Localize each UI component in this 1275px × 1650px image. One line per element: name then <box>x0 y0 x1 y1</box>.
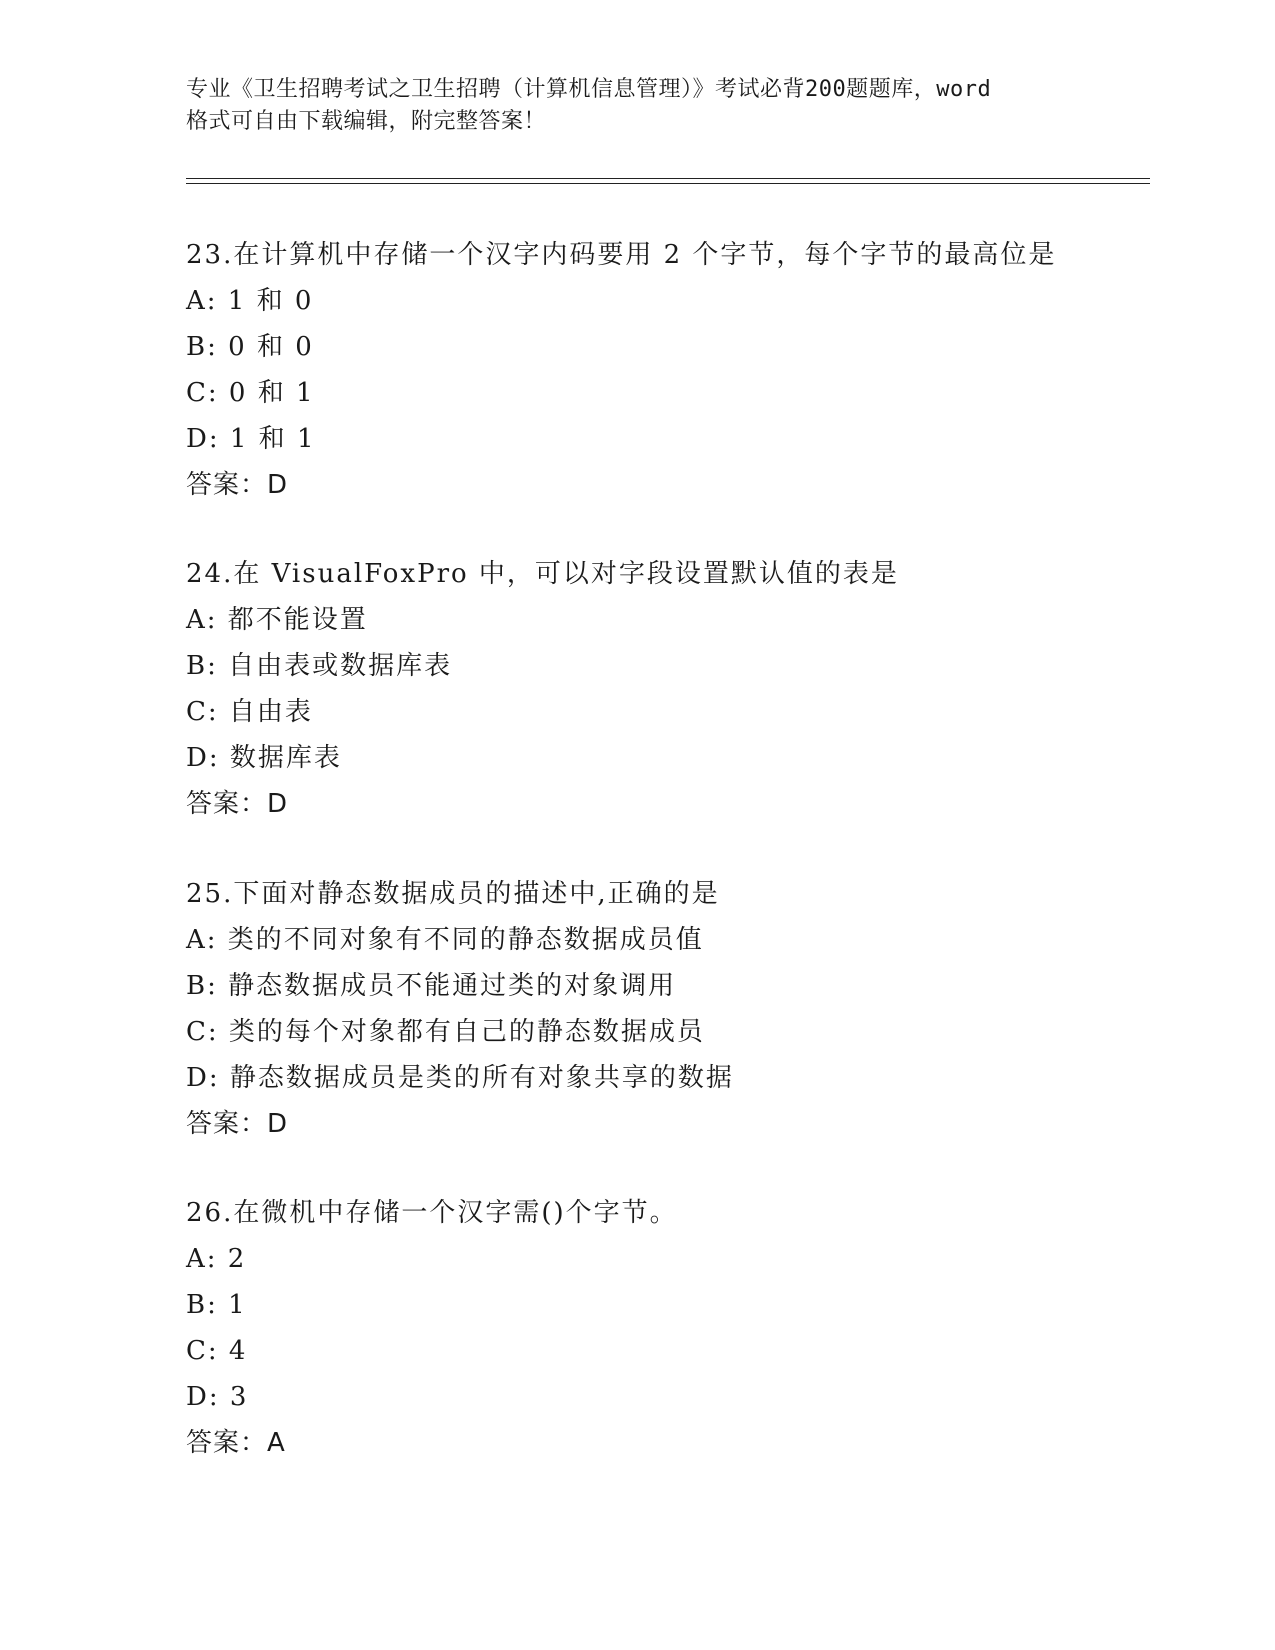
option-d: D: 1 和 1 <box>186 424 316 454</box>
answer-line: 答案：D <box>186 470 289 500</box>
option-c: C: 4 <box>186 1336 248 1366</box>
option-c: C: 0 和 1 <box>186 378 315 408</box>
header-divider-bottom <box>186 183 1150 184</box>
answer-line: 答案：A <box>186 1428 286 1458</box>
option-c: C: 自由表 <box>186 697 313 727</box>
option-d: D: 数据库表 <box>186 743 342 773</box>
answer-line: 答案：D <box>186 789 289 819</box>
header-line-2: 格式可自由下载编辑，附完整答案！ <box>186 109 547 134</box>
header-divider-top <box>186 178 1150 179</box>
option-a: A: 1 和 0 <box>186 286 314 316</box>
question-26 <box>186 1190 1146 1466</box>
option-b: B: 1 <box>186 1290 247 1320</box>
question-stem: 25.下面对静态数据成员的描述中,正确的是 <box>186 879 720 909</box>
question-25 <box>186 871 1146 1147</box>
answer-line: 答案：D <box>186 1109 289 1139</box>
question-stem: 24.在 VisualFoxPro 中，可以对字段设置默认值的表是 <box>186 559 899 589</box>
header-line-1: 专业《卫生招聘考试之卫生招聘（计算机信息管理）》考试必背200题题库，word <box>186 77 992 102</box>
option-b: B: 静态数据成员不能通过类的对象调用 <box>186 971 677 1001</box>
option-a: A: 2 <box>186 1244 247 1274</box>
question-stem: 23.在计算机中存储一个汉字内码要用 2 个字节，每个字节的最高位是 <box>186 240 1057 270</box>
option-d: D: 3 <box>186 1382 249 1412</box>
option-c: C: 类的每个对象都有自己的静态数据成员 <box>186 1017 705 1047</box>
option-b: B: 自由表或数据库表 <box>186 651 453 681</box>
question-23 <box>186 232 1146 508</box>
option-d: D: 静态数据成员是类的所有对象共享的数据 <box>186 1063 734 1093</box>
option-b: B: 0 和 0 <box>186 332 314 362</box>
document-header <box>186 74 1086 138</box>
question-stem: 26.在微机中存储一个汉字需()个字节。 <box>186 1198 678 1228</box>
option-a: A: 类的不同对象有不同的静态数据成员值 <box>186 925 704 955</box>
option-a: A: 都不能设置 <box>186 605 368 635</box>
question-24 <box>186 551 1146 827</box>
